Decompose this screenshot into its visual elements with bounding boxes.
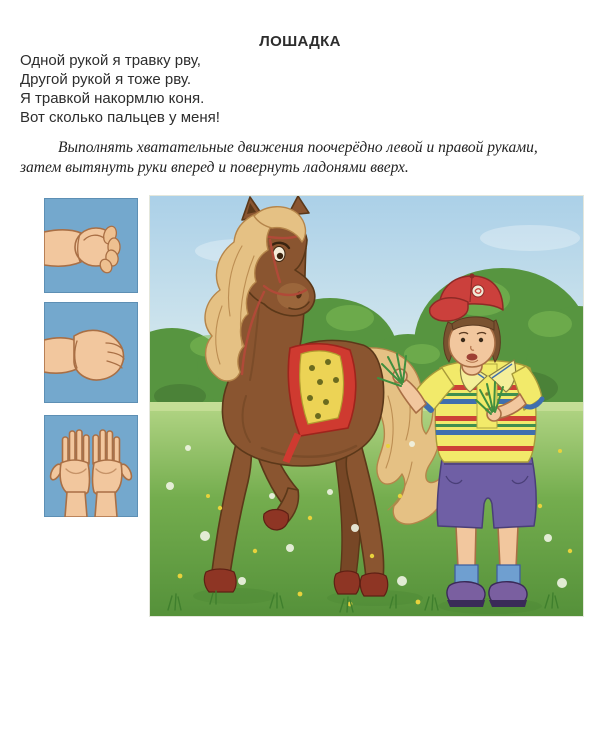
hand-gesture-panel-open-palms: [44, 415, 138, 517]
poem-line: Я травкой накормлю коня.: [20, 90, 205, 107]
hand-gesture-panel-fist-grab: [44, 198, 138, 293]
poem-line: Другой рукой я тоже рву.: [20, 71, 192, 88]
instruction-line: затем вытянуть руки вперед и повернуть ладонями вверх.: [20, 159, 409, 176]
poem-line: Одной рукой я травку рву,: [20, 52, 201, 69]
instruction-text: [20, 138, 586, 178]
horse-and-boy-picture: [150, 196, 583, 616]
grabbing-fist-hand-icon: [44, 198, 138, 293]
closed-fist-back-icon: [44, 302, 138, 403]
hand-gesture-panel-fist-back: [44, 302, 138, 403]
poem: [20, 51, 220, 127]
instruction-line: Выполнять хватательные движения поочерёдно левой и правой руками,: [58, 139, 538, 156]
meadow-scene: [150, 196, 583, 616]
two-open-palms-up-icon: [44, 415, 138, 517]
poem-line: Вот сколько пальцев у меня!: [20, 109, 220, 126]
page-title: ЛОШАДКА: [259, 33, 341, 50]
